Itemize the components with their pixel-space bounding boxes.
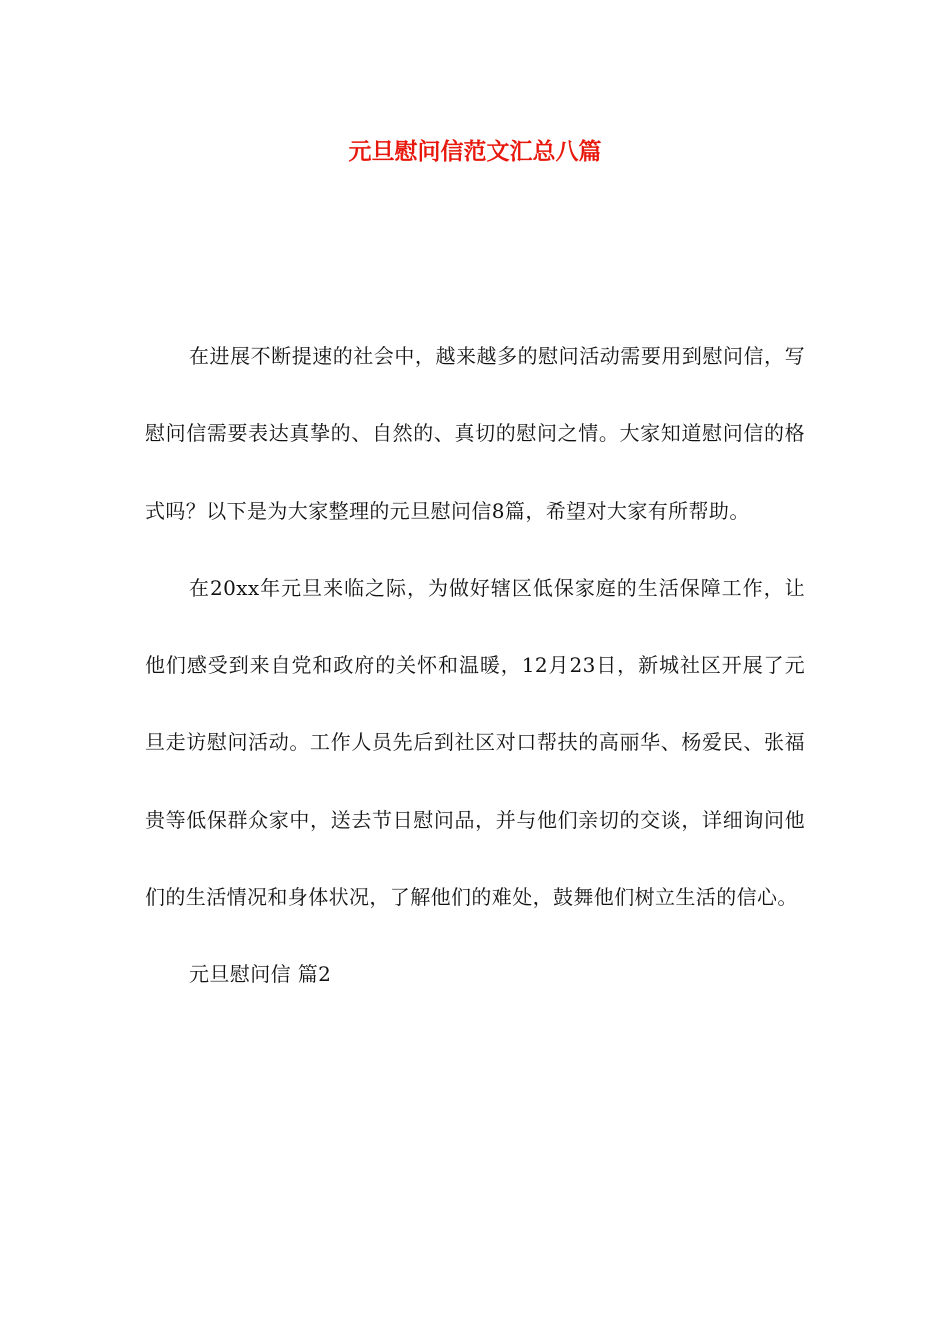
document-title: 元旦慰问信范文汇总八篇	[348, 138, 602, 165]
section-heading: 元旦慰问信 篇2	[189, 962, 332, 987]
intro-paragraph: 在进展不断提速的社会中，越来越多的慰问活动需要用到慰问信，写慰问信需要表达真挚的、自然的、真切的慰问之情。大家知道慰问信的格式吗？以下是为大家整理的元旦慰问信8篇，希望对大家有所帮助。	[145, 344, 805, 523]
document-body	[145, 318, 805, 1014]
letter-paragraph: 在20xx年元旦来临之际，为做好辖区低保家庭的生活保障工作，让他们感受到来自党和政府的关怀和温暖，12月23日，新城社区开展了元旦走访慰问活动。工作人员先后到社区对口帮扶的高丽华、杨爱民、张福贵等低保群众家中，送去节日慰问品，并与他们亲切的交谈，详细询问他们的生活情况和身体状况，了解他们的难处，鼓舞他们树立生活的信心。	[145, 575, 805, 910]
